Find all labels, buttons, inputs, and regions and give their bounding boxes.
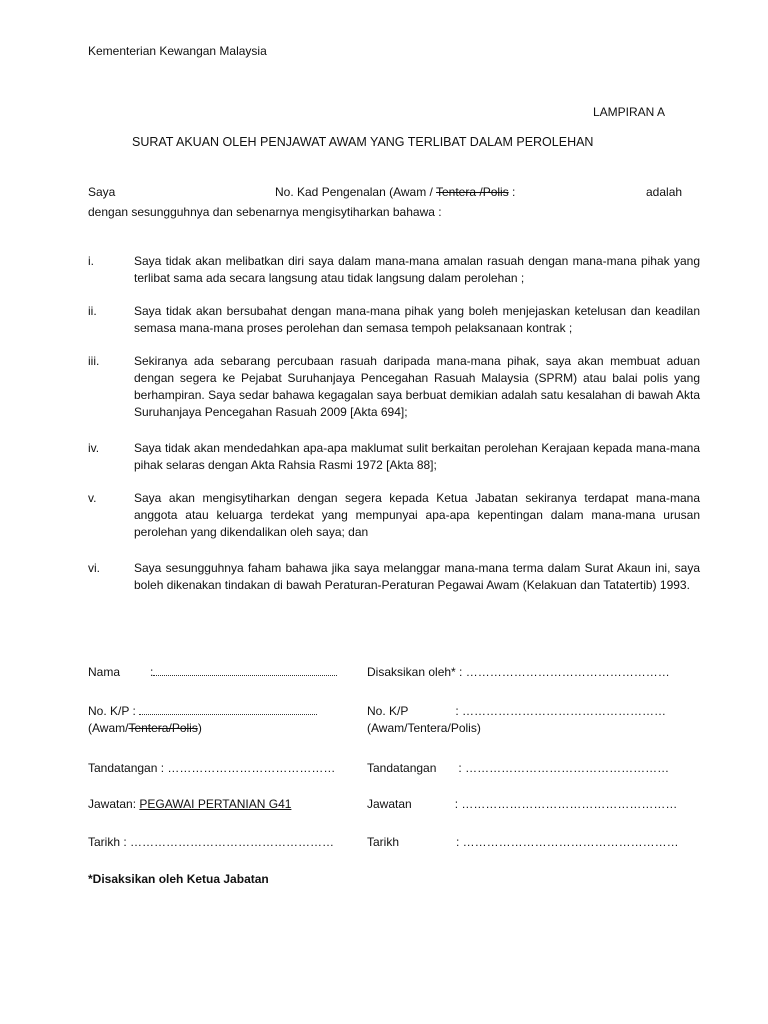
witness-tarikh-label: Tarikh <box>367 835 400 849</box>
intro-adalah: adalah <box>646 185 683 199</box>
nama-label: Nama <box>88 665 121 679</box>
ministry-name: Kementerian Kewangan Malaysia <box>88 44 267 58</box>
witness-jawatan-field[interactable]: : ……………………………………………… <box>454 797 678 811</box>
tarikh-row-left: Tarikh : …………………………………………… <box>88 835 335 849</box>
jawatan-value: PEGAWAI PERTANIAN G41 <box>139 797 292 811</box>
item-text: Saya tidak akan mendedahkan apa-apa maklumat sulit berkaitan perolehan Kerajaan kepada mana-mana pihak selaras dengan Akta Rahsia Rasmi 1972 [Akta 88]; <box>134 441 700 472</box>
witness-kp-row <box>367 703 666 720</box>
item-text: Saya tidak akan melibatkan diri saya dalam mana-mana amalan rasuah dengan mana-mana pihak yang terlibat sama ada secara langsung atau tidak langsung dalam perolehan ; <box>134 254 700 285</box>
item-text: Sekiranya ada sebarang percubaan rasuah daripada mana-mana pihak, saya akan membuat aduan dengan segera ke Pejabat Suruhanjaya Pencegahan Rasuah Malaysia (SPRM) atau balai polis yang berhampiran. Saya sedar bahawa kegagalan saya berbuat demikian adalah satu kesalahan di bawah Akta Suruhanjaya Pencegahan Rasuah 2009 [Akta 694]; <box>134 354 700 419</box>
item-number: iii. <box>88 354 100 368</box>
kp-field[interactable] <box>139 703 317 715</box>
witness-tandatangan-field[interactable]: : …………………………………………… <box>458 761 670 775</box>
item-text: Saya akan mengisytiharkan dengan segera kepada Ketua Jabatan sekiranya terdapat mana-mana anggota atau keluarga terdekat yang mempunyai apa-apa kepentingan dalam mana-mana urusan perolehan yang dikendalikan oleh saya; dan <box>134 491 700 539</box>
intro-saya: Saya <box>88 185 116 199</box>
jawatan-label: Jawatan: <box>88 797 140 811</box>
witness-kp-category: (Awam/Tentera/Polis) <box>367 721 481 735</box>
disaksikan-row: Disaksikan oleh* : …………………………………………… <box>367 665 670 679</box>
item-number: ii. <box>88 304 97 318</box>
item-number: v. <box>88 491 97 505</box>
kp-row <box>88 703 317 720</box>
nama-colon: : <box>150 665 154 679</box>
tandatangan-row-left: Tandatangan : …………………………………… <box>88 761 336 775</box>
witness-kp-label: No. K/P <box>367 704 409 718</box>
witness-tarikh-row <box>367 834 679 851</box>
intro-line2: dengan sesungguhnya dan sebenarnya mengisytiharkan bahawa : <box>88 205 442 219</box>
witness-tandatangan-row <box>367 760 669 777</box>
item-text: Saya tidak akan bersubahat dengan mana-mana pihak yang boleh menjejaskan ketelusan dan keadilan semasa mana-mana proses perolehan dan semasa tempoh pelaksanaan kontrak ; <box>134 304 700 335</box>
item-number: iv. <box>88 441 100 455</box>
item-number: vi. <box>88 561 100 575</box>
nama-row <box>88 664 337 681</box>
footnote: *Disaksikan oleh Ketua Jabatan <box>88 872 269 886</box>
witness-kp-field[interactable]: : …………………………………………… <box>455 704 667 718</box>
witness-jawatan-row <box>367 796 677 813</box>
kp-label: No. K/P : <box>88 704 136 718</box>
jawatan-row-left <box>88 796 291 813</box>
kp-category: (Awam/Tentera/Polis) <box>88 721 202 735</box>
witness-tandatangan-label: Tandatangan <box>367 761 437 775</box>
intro-kp-label: No. Kad Pengenalan (Awam / Tentera /Polis : <box>275 185 516 199</box>
lampiran-label: LAMPIRAN A <box>593 105 666 119</box>
document-title: SURAT AKUAN OLEH PENJAWAT AWAM YANG TERLIBAT DALAM PEROLEHAN <box>132 135 594 149</box>
struck-tentera-polis-left: Tentera/Polis <box>128 721 198 735</box>
struck-tentera-polis: Tentera /Polis <box>436 185 509 199</box>
witness-tarikh-field[interactable]: : ……………………………………………… <box>456 835 679 849</box>
item-text: Saya sesungguhnya faham bahawa jika saya melanggar mana-mana terma dalam Surat Akaun ini, saya boleh dikenakan tindakan di bawah Peraturan-Peraturan Pegawai Awam (Kelakuan dan Tatatertib) 1993. <box>134 561 700 592</box>
witness-jawatan-label: Jawatan <box>367 797 412 811</box>
nama-field[interactable] <box>153 664 337 676</box>
item-number: i. <box>88 254 94 268</box>
